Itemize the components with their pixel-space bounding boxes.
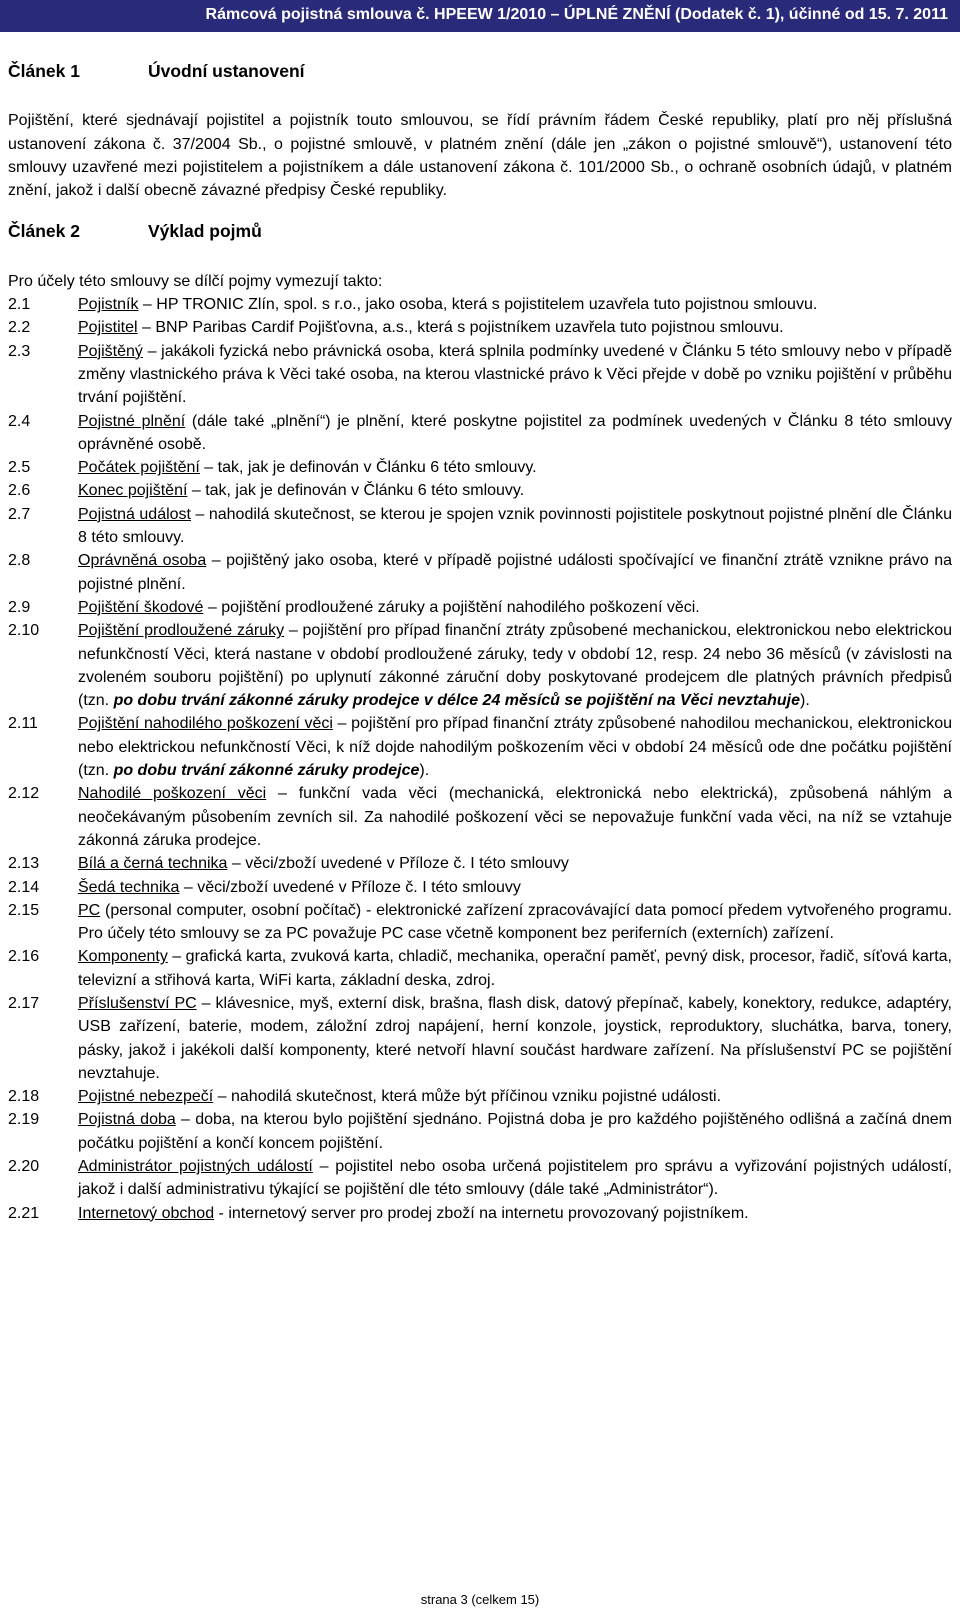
definition-term: Pojistitel xyxy=(78,319,138,337)
article-2-heading xyxy=(8,220,952,243)
definition-text: – pojištěný jako osoba, které v případě pojistné události spočívající ve finanční ztrátě vznikne právo na pojistné plnění. xyxy=(78,552,952,593)
definition-term: Pojištěný xyxy=(78,342,143,360)
article-2-number: Článek 2 xyxy=(8,221,80,242)
definition-number: 2.8 xyxy=(8,552,31,570)
definition-body xyxy=(78,1108,952,1155)
article-1-number: Článek 1 xyxy=(8,61,80,81)
definition-number: 2.19 xyxy=(8,1111,40,1129)
definition-term: Komponenty xyxy=(78,948,168,966)
definition-number: 2.21 xyxy=(8,1204,40,1222)
definition-term: Konec pojištění xyxy=(78,482,188,500)
definition-body xyxy=(78,1155,952,1202)
definition-term: Pojistná událost xyxy=(78,505,191,523)
definition-term: Pojištění prodloužené záruky xyxy=(78,622,285,640)
definition-text: – věci/zboží uvedené v Příloze č. I této smlouvy xyxy=(179,878,521,896)
definition-item xyxy=(8,549,952,596)
definition-term: PC xyxy=(78,901,101,919)
definition-text: - internetový server pro prodej zboží na internetu provozovaný pojistníkem. xyxy=(214,1204,749,1222)
definition-item xyxy=(8,456,952,479)
definition-text: – tak, jak je definován v Článku 6 této smlouvy. xyxy=(199,459,537,477)
definition-item xyxy=(8,712,952,782)
definition-body xyxy=(78,992,952,1085)
definition-emphasis: po dobu trvání zákonné záruky prodejce xyxy=(113,762,420,780)
definition-number: 2.14 xyxy=(8,878,40,896)
definition-item xyxy=(8,503,952,550)
definition-body xyxy=(78,410,952,457)
definition-item xyxy=(8,340,952,410)
definition-term: Pojištění škodové xyxy=(78,598,204,616)
definition-item xyxy=(8,479,952,502)
definition-text: – HP TRONIC Zlín, spol. s r.o., jako osoba, která s pojistitelem uzavřela tuto pojistnou smlouvu. xyxy=(138,296,818,314)
definition-body xyxy=(78,340,952,410)
document-body xyxy=(8,60,952,1225)
definition-body xyxy=(78,712,952,782)
definition-item xyxy=(8,1202,952,1225)
definition-number: 2.12 xyxy=(8,785,40,803)
definition-emphasis: po dobu trvání zákonné záruky prodejce v délce 24 měsíců se pojištění na Věci nevztahuje xyxy=(113,692,801,710)
definition-item xyxy=(8,316,952,339)
definition-text: – jakákoli fyzická nebo právnická osoba, která splnila podmínky uvedené v Článku 5 této smlouvy nebo v případě změny vlastnického práva k Věci také osoba, na kterou vlastnické právo k Věci přejde v době po vzniku pojištění v průběhu trvání pojištění. xyxy=(78,342,952,407)
definition-term: Pojistník xyxy=(78,296,139,314)
definition-body xyxy=(78,899,952,946)
definition-term: Příslušenství PC xyxy=(78,994,197,1012)
definition-item xyxy=(8,852,952,875)
definition-number: 2.15 xyxy=(8,901,40,919)
definition-item xyxy=(8,1085,952,1108)
definition-number: 2.2 xyxy=(8,319,31,337)
definition-text: – tak, jak je definován v Článku 6 této smlouvy. xyxy=(187,482,525,500)
definition-number: 2.7 xyxy=(8,505,31,523)
definition-number: 2.1 xyxy=(8,296,31,314)
definition-tail: ). xyxy=(800,692,810,710)
definition-number: 2.16 xyxy=(8,948,40,966)
definition-item xyxy=(8,410,952,457)
definition-number: 2.10 xyxy=(8,622,40,640)
definition-text: – BNP Paribas Cardif Pojišťovna, a.s., která s pojistníkem uzavřela tuto pojistnou smlouvu. xyxy=(137,319,784,337)
definition-number: 2.17 xyxy=(8,994,40,1012)
definition-item xyxy=(8,596,952,619)
page-number: strana 3 (celkem 15) xyxy=(420,1592,540,1607)
definition-item xyxy=(8,945,952,992)
definition-text: – pojištění pro případ finanční ztráty způsobené mechanickou, elektronickou nebo elektrickou nefunkčností Věci, která nastane v období prodloužené záruky, tedy v období 12, resp. 24 nebo 36 měsíců (v závislosti na zvoleném souboru pojištění) po uplynutí zákonné záruční doby poskytované prodejcem dle platných právních předpisů (tzn. xyxy=(78,622,953,710)
definition-term: Pojistná doba xyxy=(78,1111,176,1129)
definition-text: – nahodilá skutečnost, která může být příčinou vzniku pojistné události. xyxy=(213,1088,722,1106)
definition-body xyxy=(78,619,952,712)
definition-term: Šedá technika xyxy=(78,878,180,896)
definition-body xyxy=(78,549,952,596)
definition-item xyxy=(8,782,952,852)
definition-body xyxy=(78,876,952,899)
definition-text: – klávesnice, myš, externí disk, brašna, flash disk, datový přepínač, kabely, konektory, redukce, adaptéry, USB zařízení, baterie, modem, záložní zdroj napájení, herní konzole, joystick, reproduktory, sluchátka, barva, tonery, pásky, jakož i jakékoli další komponenty, které netvoří hlavní součást hardware zařízení. Na příslušenství PC se pojištění nevztahuje. xyxy=(78,994,952,1082)
definition-term: Oprávněná osoba xyxy=(78,552,207,570)
article-1-title: Úvodní ustanovení xyxy=(148,61,305,81)
definition-item xyxy=(8,992,952,1085)
definition-item xyxy=(8,876,952,899)
definition-term: Nahodilé poškození věci xyxy=(78,785,267,803)
definition-term: Administrátor pojistných událostí xyxy=(78,1158,313,1176)
definition-item xyxy=(8,619,952,712)
definition-text: – pojištění pro případ finanční ztráty způsobené nahodilou mechanickou, elektronickou nebo elektrickou nefunkčností Věci, k níž dojde nahodilým poškozením věci v období 24 měsíců ode dne počátku pojištění (tzn. xyxy=(78,715,953,780)
definition-body xyxy=(78,479,952,502)
definition-body xyxy=(78,1202,952,1225)
header-title: Rámcová pojistná smlouva č. HPEEW 1/2010 – ÚPLNÉ ZNĚNÍ (Dodatek č. 1), účinné od 15. 7. 2011 xyxy=(205,6,948,23)
definition-body xyxy=(78,503,952,550)
definition-body xyxy=(78,456,952,479)
definition-text: – nahodilá skutečnost, se kterou je spojen vznik povinnosti pojistitele poskytnout pojistné plnění dle Článku 8 této smlouvy. xyxy=(78,505,952,547)
definition-tail: ). xyxy=(419,762,430,780)
definition-body xyxy=(78,596,952,619)
definition-body xyxy=(78,945,952,992)
article-2-intro: Pro účely této smlouvy se dílčí pojmy vymezují takto: xyxy=(8,272,383,290)
definition-text: – věci/zboží uvedené v Příloze č. I této smlouvy xyxy=(227,855,569,873)
definition-text: – funkční vada věci (mechanická, elektronická nebo elektrická), způsobená náhlým a neočekávaným působením zevních sil. Za nahodilé poškození věci se nepovažuje funkční vada věci, na níž se vztahuje zákonná záruka prodejce. xyxy=(78,785,953,849)
definition-number: 2.11 xyxy=(8,715,38,733)
definition-item xyxy=(8,1155,952,1202)
definition-number: 2.9 xyxy=(8,598,31,616)
definition-number: 2.3 xyxy=(8,342,31,360)
definition-item xyxy=(8,1108,952,1155)
definition-body xyxy=(78,852,952,875)
definition-number: 2.6 xyxy=(8,482,31,500)
definition-body xyxy=(78,782,952,852)
definition-body xyxy=(78,1085,952,1108)
definition-item xyxy=(8,899,952,946)
definition-number: 2.13 xyxy=(8,855,40,873)
definition-term: Počátek pojištění xyxy=(78,459,200,477)
definition-text: – pojistitel nebo osoba určená pojistitelem pro správu a vyřizování pojistných událostí, jakož i další administrativu týkající se pojištění dle této smlouvy (dále také „Administrátor“). xyxy=(78,1158,953,1199)
definitions-list xyxy=(8,293,952,1225)
definition-text: – grafická karta, zvuková karta, chladič, mechanika, operační paměť, pevný disk, procesor, řadič, síťová karta, televizní a střihová karta, WiFi karta, základní deska, zdroj. xyxy=(78,948,952,989)
definition-text: (dále také „plnění“) je plnění, které poskytne pojistitel za podmínek uvedených v Článku 8 této smlouvy oprávněné osobě. xyxy=(78,412,952,453)
definition-item xyxy=(8,293,952,316)
definition-number: 2.20 xyxy=(8,1158,40,1176)
definition-text: – doba, na kterou bylo pojištění sjednáno. Pojistná doba je pro každého pojištěného odlišná a začíná dnem počátku pojištění a končí koncem pojištění. xyxy=(78,1111,952,1152)
definition-number: 2.4 xyxy=(8,412,31,430)
definition-term: Internetový obchod xyxy=(78,1204,215,1222)
article-1-text: Pojištění, které sjednávají pojistitel a pojistník touto smlouvou, se řídí právním řádem České republiky, platí pro něj příslušná ustanovení zákona č. 37/2004 Sb., o pojistné smlouvě, v platném znění (dále jen „zákon o pojistné smlouvě“), ustanovení této smlouvy uzavřené mezi pojistitelem a pojistníkem a dále ustanovení zákona č. 101/2000 Sb., o ochraně osobních údajů, v platném znění, jakož i další obecně závazné předpisy České republiky. xyxy=(8,112,952,200)
definition-number: 2.18 xyxy=(8,1088,40,1106)
article-2-title: Výklad pojmů xyxy=(148,221,262,242)
definition-text: (personal computer, osobní počítač) - elektronické zařízení zpracovávající data pomocí předem vytvořeného programu. Pro účely této smlouvy se za PC považuje PC case včetně komponent bez periferních (externích) zařízení. xyxy=(78,901,952,943)
definition-term: Pojistné nebezpečí xyxy=(78,1088,214,1106)
article-1-heading xyxy=(8,60,952,83)
definition-number: 2.5 xyxy=(8,459,31,477)
header-bar xyxy=(0,0,960,32)
definition-term: Pojištění nahodilého poškození věci xyxy=(78,715,333,733)
definition-text: – pojištění prodloužené záruky a pojištění nahodilého poškození věci. xyxy=(203,598,700,616)
definition-term: Bílá a černá technika xyxy=(78,855,228,873)
definition-body xyxy=(78,293,952,316)
definition-term: Pojistné plnění xyxy=(78,412,186,430)
definition-body xyxy=(78,316,952,339)
